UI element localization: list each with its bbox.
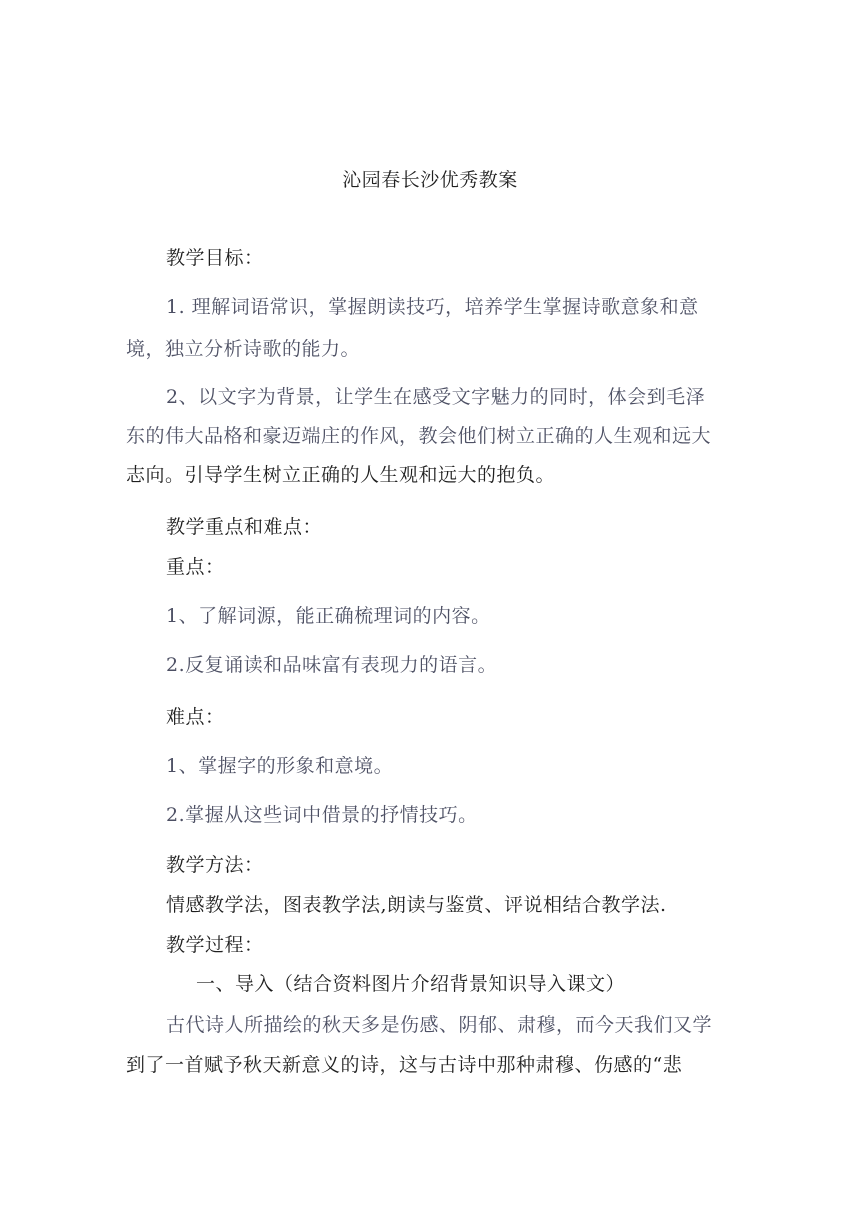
section-heading-key-points: 教学重点和难点： — [166, 516, 323, 538]
section-heading-process: 教学过程： — [166, 934, 264, 956]
subheading-key: 重点： — [166, 556, 225, 578]
paragraph-line: 1. 理解词语常识，掌握朗读技巧，培养学生掌握诗歌意象和意 — [166, 296, 699, 318]
paragraph-line: 志向。引导学生树立正确的人生观和远大的抱负。 — [126, 464, 556, 486]
document-title: 沁园春长沙优秀教案 — [342, 169, 518, 191]
section-heading-objectives: 教学目标： — [166, 247, 264, 269]
list-item: 1、了解词源，能正确梳理词的内容。 — [166, 605, 491, 627]
paragraph-line: 东的伟大品格和豪迈端庄的作风，教会他们树立正确的人生观和远大 — [126, 425, 712, 447]
paragraph-line: 到了一首赋予秋天新意义的诗，这与古诗中那种肃穆、伤感的“悲 — [126, 1054, 683, 1076]
paragraph-line: 境，独立分析诗歌的能力。 — [126, 338, 361, 360]
subheading-difficult: 难点： — [166, 706, 225, 728]
paragraph-line: 2、以文字为背景，让学生在感受文字魅力的同时，体会到毛泽 — [166, 386, 706, 408]
paragraph-line: 古代诗人所描绘的秋天多是伤感、阴郁、肃穆，而今天我们又学 — [166, 1014, 713, 1036]
paragraph-line: 情感教学法，图表教学法,朗读与鉴赏、评说相结合教学法. — [166, 894, 667, 916]
list-item: 2.掌握从这些词中借景的抒情技巧。 — [166, 804, 478, 826]
list-item: 1、掌握字的形象和意境。 — [166, 755, 394, 777]
section-heading-methods: 教学方法： — [166, 854, 264, 876]
list-item: 2.反复诵读和品味富有表现力的语言。 — [166, 654, 498, 676]
subheading-introduction: 一、导入（结合资料图片介绍背景知识导入课文） — [196, 973, 626, 995]
